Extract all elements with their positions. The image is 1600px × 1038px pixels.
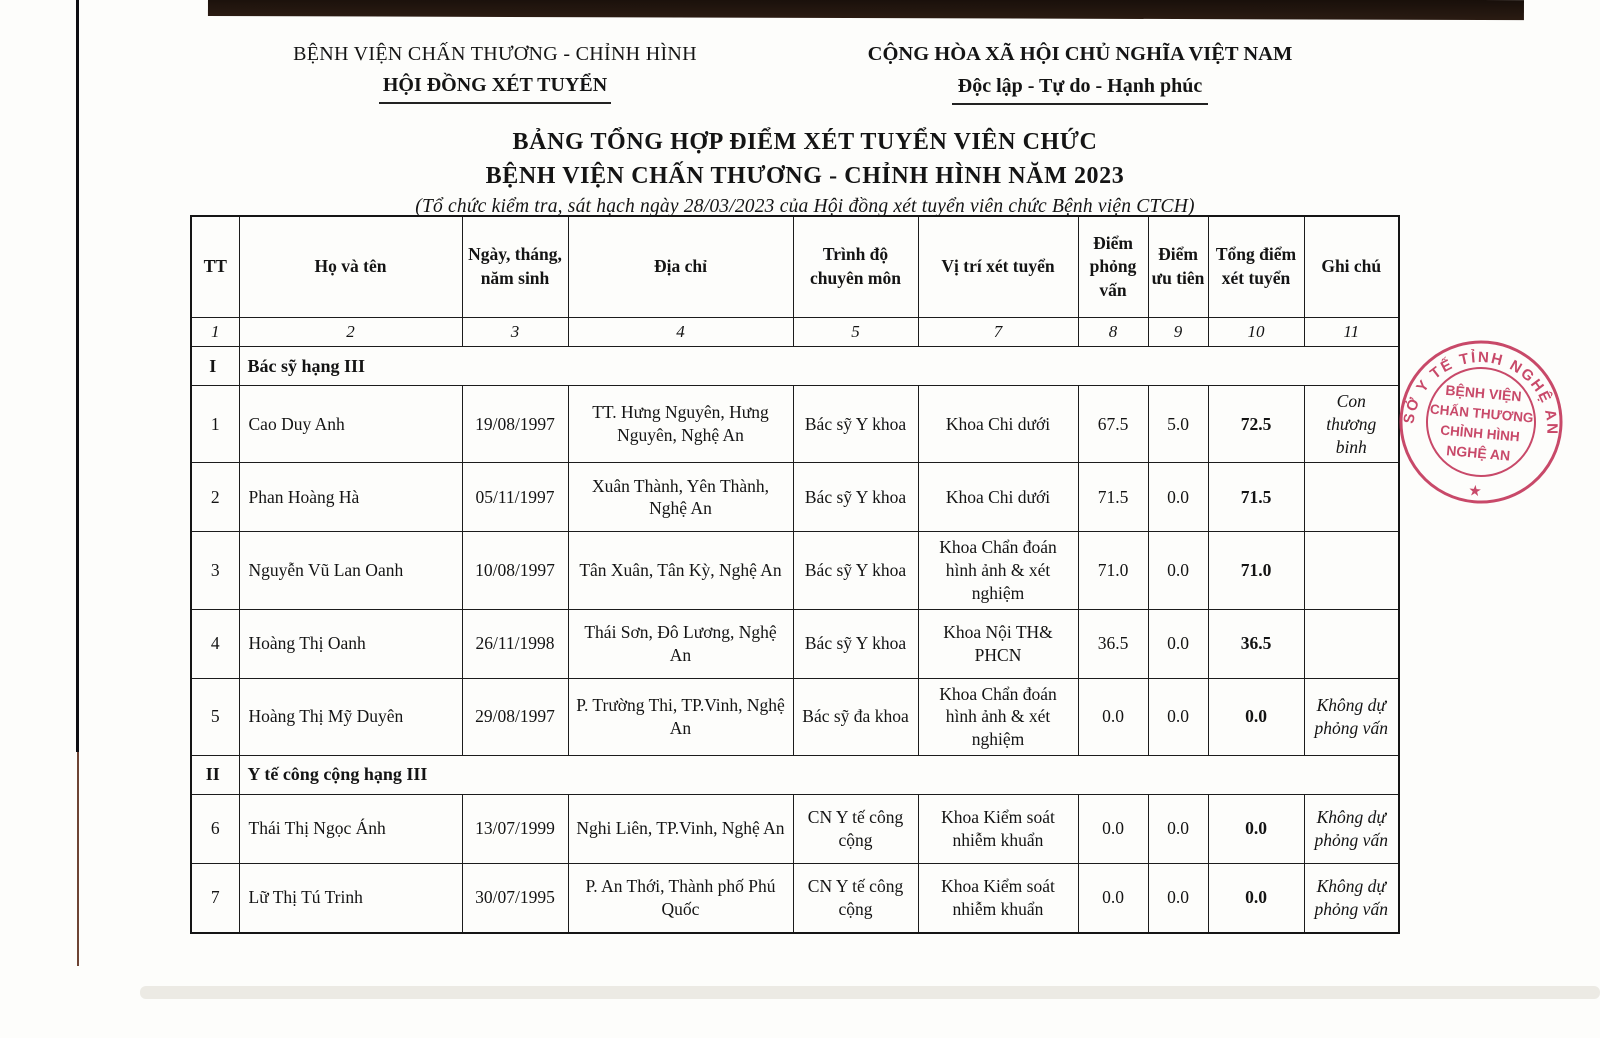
cell-tot: 71.5 [1208, 463, 1304, 532]
column-number-tt: 1 [191, 318, 239, 347]
cell-tot: 0.0 [1208, 794, 1304, 863]
cell-tt: 5 [191, 678, 239, 755]
cell-deg: CN Y tế công cộng [793, 794, 918, 863]
page-title-line2: BỆNH VIỆN CHẤN THƯƠNG - CHỈNH HÌNH NĂM 2023 [485, 162, 1125, 189]
table-row [191, 863, 1399, 933]
document-title-block [320, 126, 1290, 218]
table-row [191, 532, 1399, 609]
results-tbody [191, 347, 1399, 933]
cell-ut: 0.0 [1148, 863, 1208, 933]
cell-deg: Bác sỹ Y khoa [793, 532, 918, 609]
column-header-ut: Điểm ưu tiên [1148, 216, 1208, 318]
cell-pos: Khoa Kiểm soát nhiễm khuẩn [918, 794, 1078, 863]
cell-pos: Khoa Chẩn đoán hình ảnh & xét nghiệm [918, 678, 1078, 755]
column-number-pos: 7 [918, 318, 1078, 347]
section-title: Y tế công cộng hạng III [239, 755, 1399, 794]
cell-deg: Bác sỹ đa khoa [793, 678, 918, 755]
stamp-line-1: BỆNH VIỆN [1444, 381, 1523, 405]
section-id: II [191, 755, 239, 794]
org-council: HỘI ĐỒNG XÉT TUYỂN [379, 71, 611, 104]
cell-dob: 05/11/1997 [462, 463, 568, 532]
column-number-pv: 8 [1078, 318, 1148, 347]
cell-addr: Nghi Liên, TP.Vinh, Nghệ An [568, 794, 793, 863]
republic-motto: Độc lập - Tự do - Hạnh phúc [952, 72, 1208, 105]
cell-dob: 13/07/1999 [462, 794, 568, 863]
page-title-line1: BẢNG TỔNG HỢP ĐIỂM XÉT TUYỂN VIÊN CHỨC [512, 129, 1098, 155]
official-red-stamp [1389, 327, 1574, 517]
column-number-addr: 4 [568, 318, 793, 347]
stamp-line-2: CHẤN THƯƠNG [1429, 401, 1535, 426]
cell-tt: 6 [191, 794, 239, 863]
cell-addr: P. An Thới, Thành phố Phú Quốc [568, 863, 793, 933]
cell-dob: 29/08/1997 [462, 678, 568, 755]
cell-tt: 2 [191, 463, 239, 532]
cell-tt: 4 [191, 609, 239, 678]
table-row [191, 609, 1399, 678]
cell-dob: 26/11/1998 [462, 609, 568, 678]
cell-tot: 72.5 [1208, 386, 1304, 463]
column-number-name: 2 [239, 318, 462, 347]
cell-note [1304, 532, 1399, 609]
scan-edge-artifact-left [76, 0, 79, 752]
cell-pos: Khoa Chi dưới [918, 463, 1078, 532]
cell-addr: P. Trường Thi, TP.Vinh, Nghệ An [568, 678, 793, 755]
section-id: I [191, 347, 239, 386]
cell-addr: Tân Xuân, Tân Kỳ, Nghệ An [568, 532, 793, 609]
page-subtitle: (Tổ chức kiểm tra, sát hạch ngày 28/03/2023 của Hội đồng xét tuyển viên chức Bệnh viện CTCH) [415, 196, 1195, 218]
column-number-dob: 3 [462, 318, 568, 347]
cell-ut: 0.0 [1148, 678, 1208, 755]
cell-ut: 0.0 [1148, 463, 1208, 532]
cell-pv: 0.0 [1078, 794, 1148, 863]
results-thead [191, 216, 1399, 347]
results-table [190, 215, 1400, 934]
column-header-dob: Ngày, tháng, năm sinh [462, 216, 568, 318]
cell-name: Hoàng Thị Mỹ Duyên [239, 678, 462, 755]
column-header-pos: Vị trí xét tuyển [918, 216, 1078, 318]
cell-tt: 3 [191, 532, 239, 609]
scan-edge-artifact-left-lower [77, 752, 79, 966]
cell-name: Nguyễn Vũ Lan Oanh [239, 532, 462, 609]
table-row [191, 794, 1399, 863]
cell-pv: 36.5 [1078, 609, 1148, 678]
cell-ut: 0.0 [1148, 609, 1208, 678]
scan-edge-artifact-top [208, 0, 1524, 20]
table-row [191, 386, 1399, 463]
stamp-line-4: NGHỆ AN [1445, 442, 1511, 464]
cell-tot: 0.0 [1208, 863, 1304, 933]
column-header-name: Họ và tên [239, 216, 462, 318]
column-number-note: 11 [1304, 318, 1399, 347]
cell-name: Phan Hoàng Hà [239, 463, 462, 532]
table-row [191, 678, 1399, 755]
republic-name: CỘNG HÒA XÃ HỘI CHỦ NGHĨA VIỆT NAM [867, 43, 1293, 65]
cell-tot: 71.0 [1208, 532, 1304, 609]
cell-note: Không dự phỏng vấn [1304, 863, 1399, 933]
cell-addr: TT. Hưng Nguyên, Hưng Nguyên, Nghệ An [568, 386, 793, 463]
org-name: BỆNH VIỆN CHẤN THƯƠNG - CHỈNH HÌNH [293, 43, 697, 65]
stamp-ring-text: SỞ Y TẾ TỈNH NGHỆ AN [1400, 348, 1561, 437]
cell-pv: 71.0 [1078, 532, 1148, 609]
cell-name: Lữ Thị Tú Trinh [239, 863, 462, 933]
scan-edge-artifact-bottom [140, 986, 1600, 999]
column-header-tt: TT [191, 216, 239, 318]
section-row [191, 755, 1399, 794]
column-number-deg: 5 [793, 318, 918, 347]
cell-pv: 71.5 [1078, 463, 1148, 532]
cell-deg: CN Y tế công cộng [793, 863, 918, 933]
column-header-note: Ghi chú [1304, 216, 1399, 318]
cell-deg: Bác sỹ Y khoa [793, 386, 918, 463]
column-header-addr: Địa chỉ [568, 216, 793, 318]
cell-note [1304, 609, 1399, 678]
cell-pv: 0.0 [1078, 863, 1148, 933]
cell-pos: Khoa Nội TH& PHCN [918, 609, 1078, 678]
stamp-star-icon: ★ [1467, 482, 1483, 501]
national-motto-block [855, 40, 1305, 105]
column-number-tot: 10 [1208, 318, 1304, 347]
cell-note: Không dự phỏng vấn [1304, 794, 1399, 863]
cell-ut: 0.0 [1148, 794, 1208, 863]
section-title: Bác sỹ hạng III [239, 347, 1399, 386]
cell-note: Con thương binh [1304, 386, 1399, 463]
cell-tt: 7 [191, 863, 239, 933]
cell-note [1304, 463, 1399, 532]
cell-tt: 1 [191, 386, 239, 463]
cell-pos: Khoa Chẩn đoán hình ảnh & xét nghiệm [918, 532, 1078, 609]
cell-deg: Bác sỹ Y khoa [793, 463, 918, 532]
svg-text:SỞ Y TẾ TỈNH NGHỆ AN [1400, 342, 1567, 437]
cell-ut: 5.0 [1148, 386, 1208, 463]
cell-name: Cao Duy Anh [239, 386, 462, 463]
cell-dob: 30/07/1995 [462, 863, 568, 933]
results-table-wrap [190, 215, 1398, 934]
cell-pv: 67.5 [1078, 386, 1148, 463]
cell-addr: Xuân Thành, Yên Thành, Nghệ An [568, 463, 793, 532]
header-row [191, 216, 1399, 318]
cell-tot: 36.5 [1208, 609, 1304, 678]
cell-dob: 19/08/1997 [462, 386, 568, 463]
cell-tot: 0.0 [1208, 678, 1304, 755]
cell-name: Thái Thị Ngọc Ánh [239, 794, 462, 863]
table-row [191, 463, 1399, 532]
cell-ut: 0.0 [1148, 532, 1208, 609]
stamp-line-3: CHỈNH HÌNH [1439, 422, 1521, 445]
cell-deg: Bác sỹ Y khoa [793, 609, 918, 678]
column-number-row [191, 318, 1399, 347]
column-header-pv: Điểm phỏng vấn [1078, 216, 1148, 318]
cell-addr: Thái Sơn, Đô Lương, Nghệ An [568, 609, 793, 678]
cell-pos: Khoa Kiểm soát nhiễm khuẩn [918, 863, 1078, 933]
section-row [191, 347, 1399, 386]
issuing-org-block [270, 40, 720, 104]
cell-pos: Khoa Chi dưới [918, 386, 1078, 463]
cell-note: Không dự phỏng vấn [1304, 678, 1399, 755]
cell-pv: 0.0 [1078, 678, 1148, 755]
cell-dob: 10/08/1997 [462, 532, 568, 609]
column-header-tot: Tổng điểm xét tuyển [1208, 216, 1304, 318]
column-number-ut: 9 [1148, 318, 1208, 347]
cell-name: Hoàng Thị Oanh [239, 609, 462, 678]
column-header-deg: Trình độ chuyên môn [793, 216, 918, 318]
